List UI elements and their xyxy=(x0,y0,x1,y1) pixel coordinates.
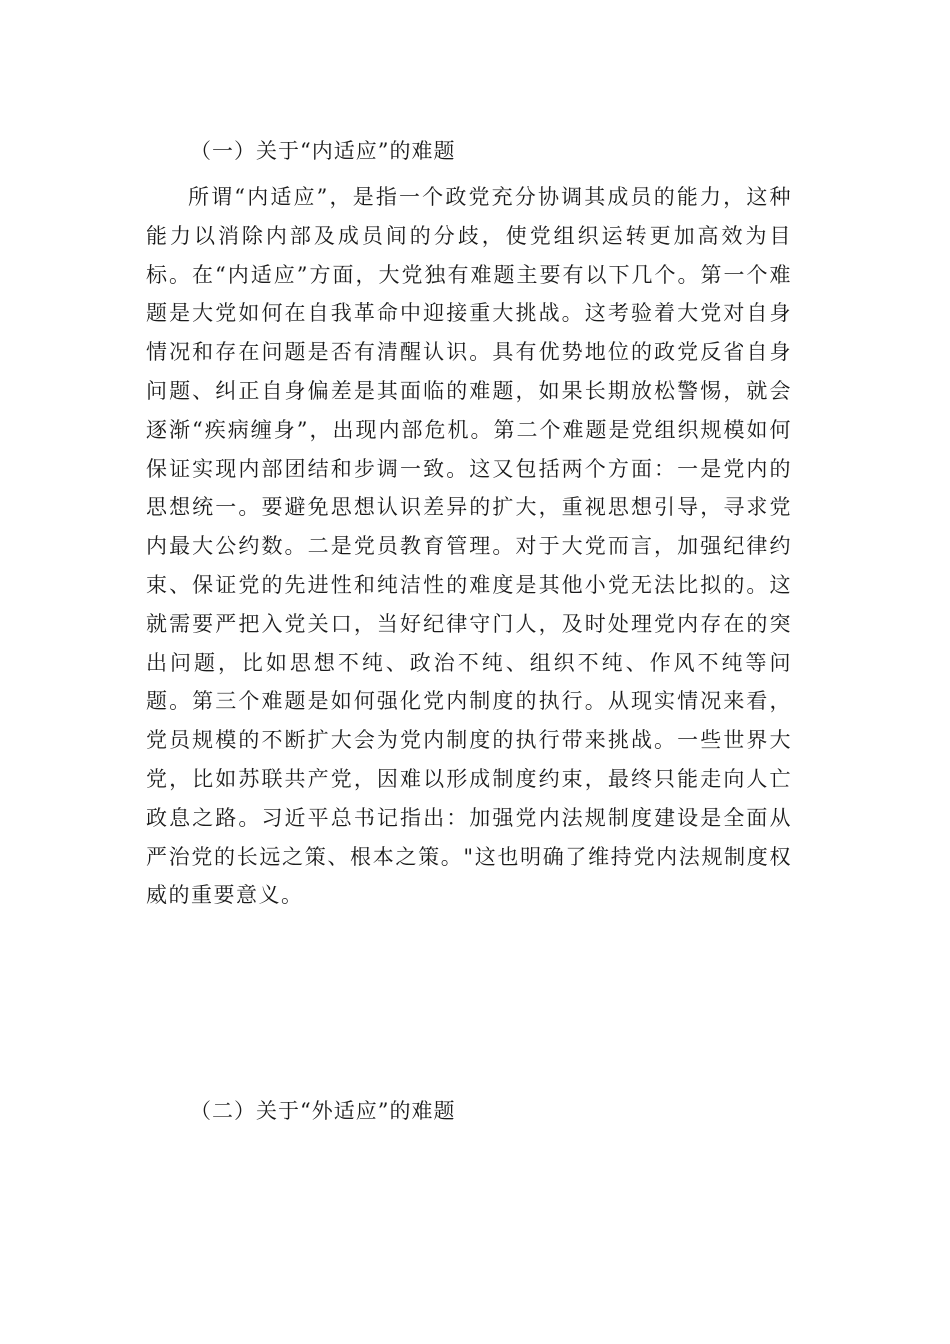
section-heading-outer-adaptation: （二）关于“外适应”的难题 xyxy=(190,1099,456,1123)
body-paragraph: 所谓“内适应”，是指一个政党充分协调其成员的能力，这种能力以消除内部及成员间的分歧，使党组织运转更加高效为目标。在“内适应”方面，大党独有难题主要有以下几个。第一个难题是大党如何在自我革命中迎接重大挑战。这考验着大党对自身情况和存在问题是否有清醒认识。具有优势地位的政党反省自身问题、纠正自身偏差是其面临的难题，如果长期放松警惕，就会逐渐“疾病缠身”，出现内部危机。第二个难题是党组织规模如何保证实现内部团结和步调一致。这又包括两个方面：一是党内的思想统一。要避免思想认识差异的扩大，重视思想引导，寻求党内最大公约数。二是党员教育管理。对于大党而言，加强纪律约束、保证党的先进性和纯洁性的难度是其他小党无法比拟的。这就需要严把入党关口，当好纪律守门人，及时处理党内存在的突出问题，比如思想不纯、政治不纯、组织不纯、作风不纯等问题。第三个难题是如何强化党内制度的执行。从现实情况来看，党员规模的不断扩大会为党内制度的执行带来挑战。一些世界大党，比如苏联共产党，因难以形成制度约束，最终只能走向人亡政息之路。习近平总书记指出：加强党内法规制度建设是全面从严治党的长远之策、根本之策。"这也明确了维持党内法规制度权威的重要意义。 xyxy=(146,185,792,908)
section-heading-inner-adaptation: （一）关于“内适应”的难题 xyxy=(190,139,456,163)
